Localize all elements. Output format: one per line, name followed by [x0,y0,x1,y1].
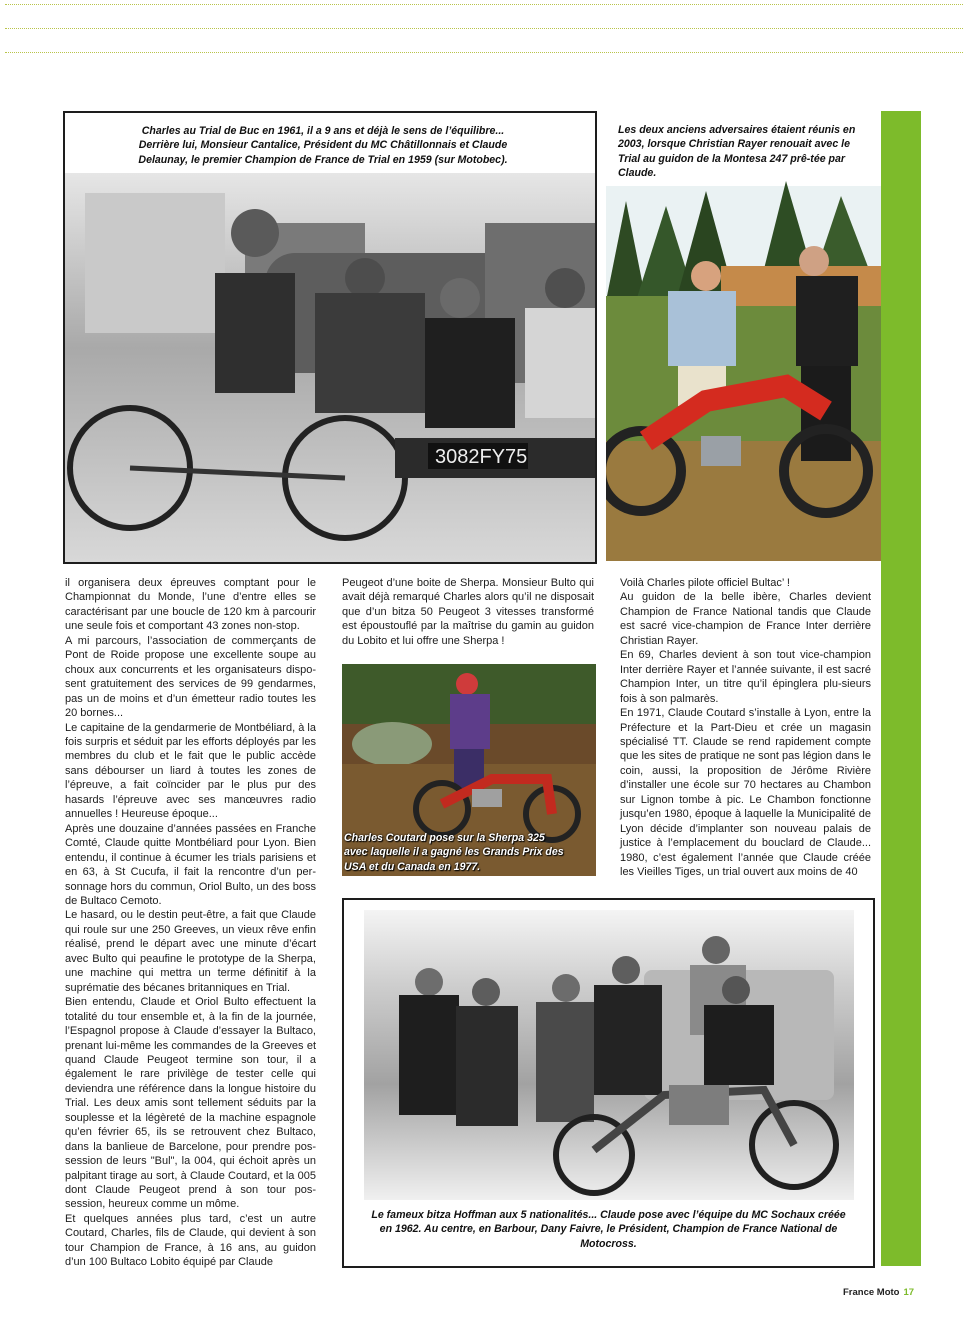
top-rule [5,52,963,53]
top-rule [5,28,963,29]
photo-sherpa-325-caption: Charles Coutard pose sur la Sherpa 325 avec laquelle il a gagné les Grands Prix des USA et du Canada en 1977. [344,832,564,873]
paragraph: Bien entendu, Claude et Oriol Bulto effectuent la totalité du tour ensemble et, à la fin de la journée, l’Espagnol propose à Claude d’essayer la Bultaco, prenant lui-même les commandes de la Greeves et quand Claude Peugeot termine son tour, il a également le rare privilège de tester celle qui deviendra une référence dans la longue histoire du Trial. Les deux amis sont tellement séduits par la souplesse et la légèreté de la machine espagnole qu’en février 65, ils se retrouvent chez Bultaco, dans la banlieue de Barcelone, pour prendre pos-session de leurs "Bul", la 004, qui échoit après un palpitant tirage au sort, à Claude Coutard, et la 005 dont Claude Peugeot prend à son tour pos-session, heureux comme un môme. [65,996,316,1211]
page-footer [843,1287,914,1298]
paragraph: A mi parcours, l’association de commerçants de Pont de Roide propose une excellente soupe au choux aux concurrents et les organisateurs dispo-sent gratuitement des services de 99 gendarmes, pas un de moins et d’un émetteur radio toutes les 20 bornes... [65,634,316,720]
photo-trial-buc-1961 [63,111,597,564]
paragraph: En 69, Charles devient à son tout vice-champion Inter derrière Rayer et l’année suivante, il est sacré Champion Inter, un titre qu’il épinglera plu-sieurs fois à son palmarès. [620,649,871,705]
article-column-2 [342,576,594,648]
paragraph: Le hasard, ou le destin peut-être, a fait que Claude qui roule sur une 250 Greeves, un vieux rêve enfin réalisé, prend le départ avec une minute d’écart avec Bulto qui peaufine le prototype de la Sherpa, une machine qui mettra un terme définitif à la suprématie des bécanes britanniques en Trial. [65,909,316,994]
photo-reunion-2003-caption: Les deux anciens adversaires étaient réunis en 2003, lorsque Christian Rayer renouait avec le Trial au guidon de la Montesa 247 prê-tée par Claude. [618,124,856,179]
paragraph: Et quelques années plus tard, c’est un autre Coutard, Charles, fils de Claude, qui devient à son tour Champion de France, à 16 ans, au guidon d’un 100 Bultaco Lobito équipé par Claude [65,1212,316,1269]
page-number: 17 [903,1287,915,1298]
paragraph: il organisera deux épreuves comptant pour le Championnat du Monde, l’une d’entre elles se caractérisant par une boucle de 120 km à parcourir une seule fois et comportant 43 zones non-stop. [65,577,316,633]
green-side-bar [881,111,921,1266]
photo-sherpa-325 [342,664,596,876]
article-column-1 [65,576,316,1270]
photo-trial-buc-1961-image [65,113,595,562]
paragraph: Le capitaine de la gendarmerie de Montbéliard, à la fois surpris et séduit par les efforts déployés par les membres du club et le fait que le public accède sans débourser un liard à toutes les zones de l’épreuve, a fait coïncider par le plus pur des hasards l’épreuve avec ses manœuvres radio annuelles ! Heureuse époque... [65,721,316,821]
article-column-3 [620,576,871,880]
magazine-name: France Moto [843,1287,900,1298]
paragraph: Au guidon de la belle ibère, Charles devient Champion de France National tandis que Claude est sacré vice-champion de France Inter derrière Christian Rayer. [620,591,871,647]
license-plate: 3082FY75 [435,446,528,468]
top-rule [5,4,963,5]
paragraph: Après une douzaine d’années passées en Franche Comté, Claude quitte Montbéliard pour Lyon. Bien entendu, il continue à écumer les trials parisiens et en 63, à St Cucufa, il fait la rencontre d’un per-sonnage hors du commun, Oriol Bulto, un des boss de Bultaco Cemoto. [65,822,316,907]
paragraph: Peugeot d’une boite de Sherpa. Monsieur Bulto qui avait déjà remarqué Charles alors qu’il ne disposait que d’un bitza 50 Peugeot 3 vitesses transformé est époustouflé par la maîtrise du gamin au guidon du Lobito et lui offre une Sherpa ! [342,577,594,647]
photo-reunion-2003 [606,111,881,561]
photo-bitza-hoffman [342,898,875,1268]
photo-trial-buc-1961-caption: Charles au Trial de Buc en 1961, il a 9 ans et déjà le sens de l’équilibre... Derrière lui, Monsieur Cantalice, Président du MC Châtillonnais et Claude Delaunay, le premier Champion de France de Trial en 1959 (sur Motobec). [138,125,508,166]
paragraph: Voilà Charles pilote officiel Bultac’ ! [620,577,790,589]
photo-bitza-hoffman-caption: Le fameux bitza Hoffman aux 5 nationalités... Claude pose avec l’équipe du MC Sochaux créée en 1962. Au centre, en Barbour, Dany Faivre, le Président, Champion de France National de Motocross. [371,1209,846,1250]
paragraph: En 1971, Claude Coutard s’installe à Lyon, entre la Préfecture et la Part-Dieu et crée un magasin spécialisé TT. Claude se rend rapidement compte que les sites de pratique ne sont pas légion dans le coin, aussi, la proposition de Jérôme Rivière d’installer une école sur 70 hectares au Chambon sur Lignon tombe à pic. Le Chambon fonctionne jusqu’en 1980, époque à laquelle la Municipalité de Lyon décide d’implanter son nouveau palais de justice à l’emplacement du bouclard de Claude... 1980, c’est également l’année que Claude créée les Vieilles Tiges, un trial ouvert aux moins de 40 [620,707,871,879]
